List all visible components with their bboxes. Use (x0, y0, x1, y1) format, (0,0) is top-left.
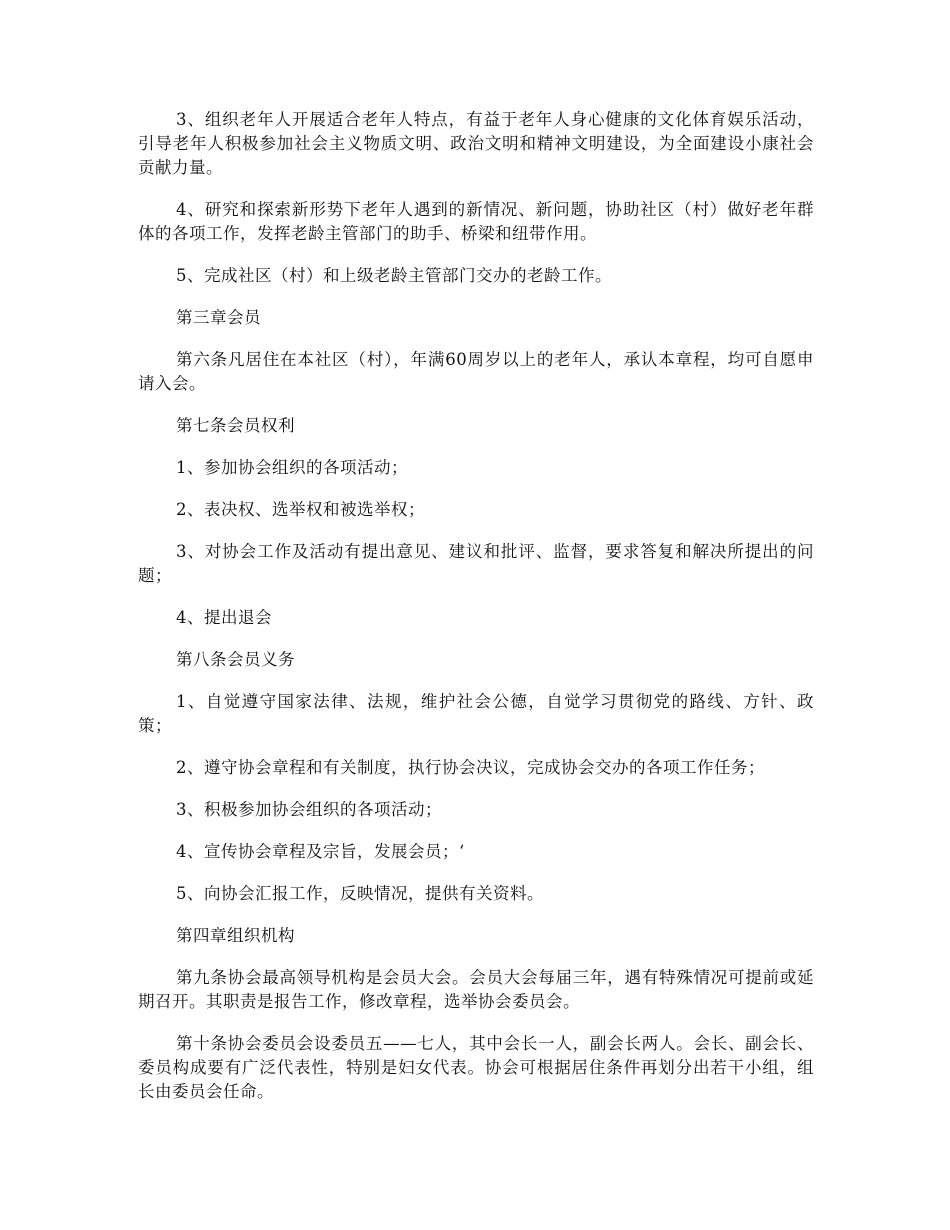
article-7-item-1: 1、参加协会组织的各项活动； (176, 458, 408, 477)
article-6: 第六条凡居住在本社区（村），年满60周岁以上的老年人，承认本章程，均可自愿申请入会。 (138, 350, 814, 393)
paragraph-duty-5: 5、完成社区（村）和上级老龄主管部门交办的老龄工作。 (176, 266, 612, 285)
article-7-heading: 第七条会员权利 (176, 416, 295, 435)
article-7-item-4: 4、提出退会 (176, 608, 272, 627)
chapter-4-heading: 第四章组织机构 (176, 926, 295, 945)
article-8-item-4: 4、宣传协会章程及宗旨，发展会员；‘ (176, 842, 465, 861)
article-8-heading: 第八条会员义务 (176, 650, 295, 669)
article-7-item-3: 3、对协会工作及活动有提出意见、建议和批评、监督，要求答复和解决所提出的问题； (138, 542, 814, 585)
document-body (138, 108, 814, 1122)
article-8-item-1: 1、自觉遵守国家法律、法规，维护社会公德，自觉学习贯彻党的路线、方针、政策； (138, 692, 814, 735)
article-8-item-5: 5、向协会汇报工作，反映情况，提供有关资料。 (176, 884, 544, 903)
article-7-item-2: 2、表决权、选举权和被选举权； (176, 500, 425, 519)
paragraph-duty-3: 3、组织老年人开展适合老年人特点，有益于老年人身心健康的文化体育娱乐活动，引导老年人积极参加社会主义物质文明、政治文明和精神文明建设，为全面建设小康社会贡献力量。 (138, 110, 814, 177)
chapter-3-heading: 第三章会员 (176, 308, 261, 327)
article-8-item-3: 3、积极参加协会组织的各项活动； (176, 800, 442, 819)
article-9: 第九条协会最高领导机构是会员大会。会员大会每届三年，遇有特殊情况可提前或延期召开。其职责是报告工作，修改章程，选举协会委员会。 (138, 968, 814, 1011)
article-10: 第十条协会委员会设委员五——七人，其中会长一人，副会长两人。会长、副会长、委员构成要有广泛代表性，特别是妇女代表。协会可根据居住条件再划分出若干小组，组长由委员会任命。 (138, 1034, 814, 1101)
article-8-item-2: 2、遵守协会章程和有关制度，执行协会决议，完成协会交办的各项工作任务； (176, 758, 765, 777)
paragraph-duty-4: 4、研究和探索新形势下老年人遇到的新情况、新问题，协助社区（村）做好老年群体的各项工作，发挥老龄主管部门的助手、桥梁和纽带作用。 (138, 200, 814, 243)
